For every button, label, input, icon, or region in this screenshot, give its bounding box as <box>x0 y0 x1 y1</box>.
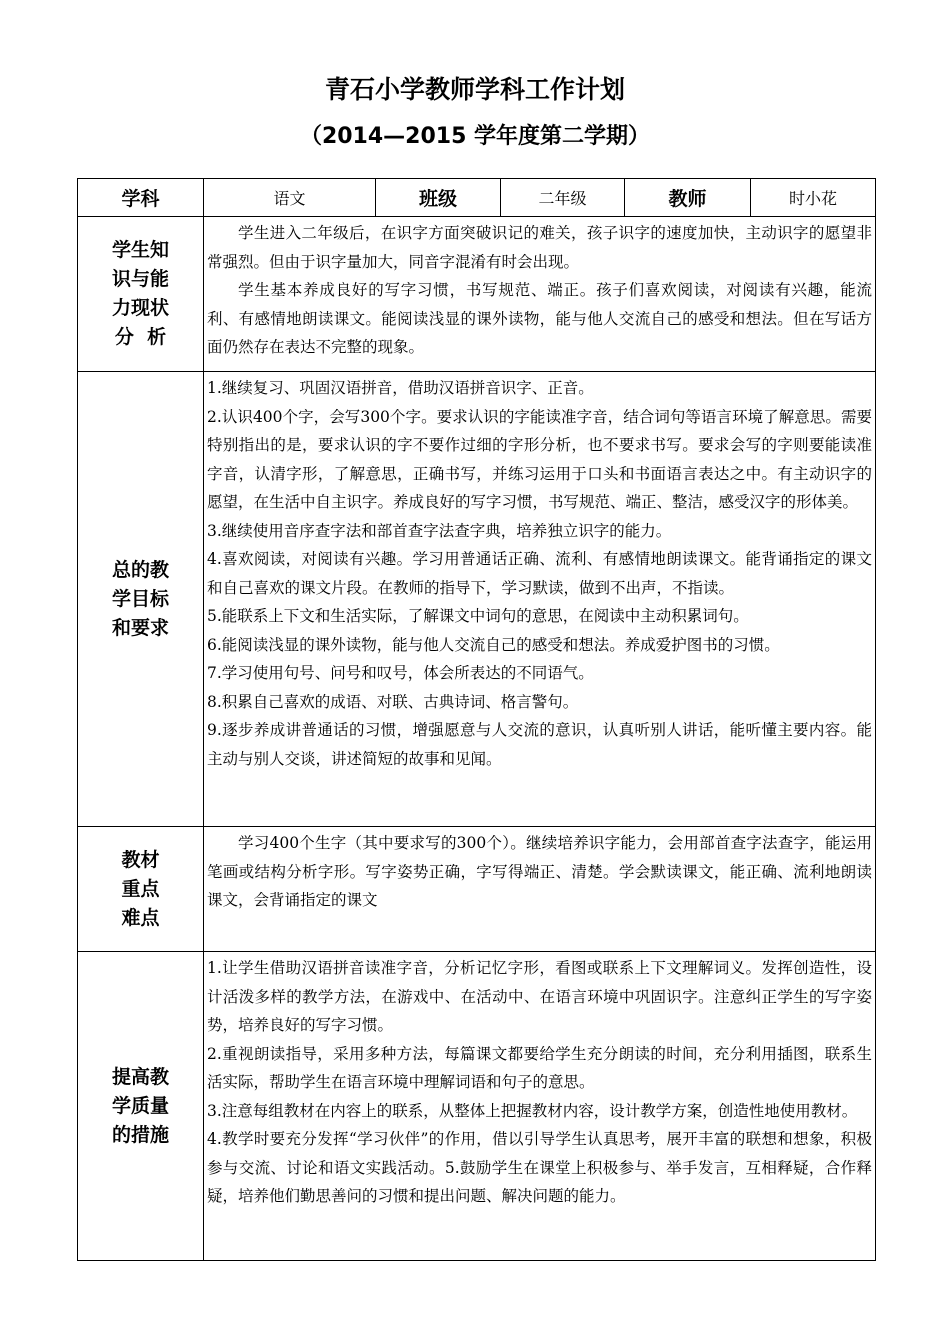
goals-content <box>204 372 876 827</box>
goals-label <box>78 372 204 827</box>
subject-value: 语文 <box>204 179 376 217</box>
info-row <box>78 179 876 217</box>
goal-item: 1.继续复习、巩固汉语拼音，借助汉语拼音识字、正音。 <box>207 379 594 397</box>
goal-item: 2.认识400个字，会写300个字。要求认识的字能读准字音，结合词句等语言环境了解意思。需要特别指出的是，要求认识的字不要作过细的字形分析，也不要求书写。要求会写的字则要能读准字音，认清字形，了解意思，正确书写，并练习运用于口头和书面语言表达之中。有主动识字的愿望，在生活中自主识字。养成良好的写字习惯，书写规范、端正、整洁，感受汉字的形体美。 <box>207 407 872 511</box>
analysis-label <box>78 217 204 372</box>
goals-row <box>78 372 876 827</box>
key-points-label <box>78 827 204 952</box>
key-points-paragraph: 学习400个生字（其中要求写的300个）。继续培养识字能力，会用部首查字法查字，能运用笔画或结构分析字形。写字姿势正确，字写得端正、清楚。学会默读课文，能正确、流利地朗读课文，会背诵指定的课文 <box>207 834 872 909</box>
goal-item: 6.能阅读浅显的课外读物，能与他人交流自己的感受和想法。养成爱护图书的习惯。 <box>207 635 780 654</box>
label-line: 难点 <box>121 906 160 929</box>
plan-table <box>77 178 876 1261</box>
label-line: 提高教 <box>111 1065 169 1088</box>
teacher-label: 教师 <box>625 179 751 217</box>
measure-item: 4.教学时要充分发挥“学习伙伴”的作用，借以引导学生认真思考，展开丰富的联想和想象，积极参与交流、讨论和语文实践活动。5.鼓励学生在课堂上积极参与、举手发言，互相释疑，合作释疑，培养他们勤思善问的习惯和提出问题、解决问题的能力。 <box>207 1130 872 1205</box>
measures-label <box>78 952 204 1261</box>
goal-item: 4.喜欢阅读，对阅读有兴趣。学习用普通话正确、流利、有感情地朗读课文。能背诵指定的课文和自己喜欢的课文片段。在教师的指导下，学习默读，做到不出声，不指读。 <box>207 550 872 597</box>
label-line: 和要求 <box>111 616 169 639</box>
label-line: 的措施 <box>111 1123 169 1146</box>
document-title: 青石小学教师学科工作计划 <box>324 75 625 104</box>
measure-item: 3.注意每组教材在内容上的联系，从整体上把握教材内容，设计教学方案，创造性地使用教材。 <box>207 1101 858 1120</box>
measure-item: 2.重视朗读指导，采用多种方法，每篇课文都要给学生充分朗读的时间，充分利用插图，联系生活实际，帮助学生在语言环境中理解词语和句子的意思。 <box>207 1044 872 1091</box>
document-subtitle: （2014—2015 学年度第二学期） <box>299 124 651 149</box>
analysis-paragraph: 学生基本养成良好的写字习惯，书写规范、端正。孩子们喜欢阅读，对阅读有兴趣，能流利、有感情地朗读课文。能阅读浅显的课外读物，能与他人交流自己的感受和想法。但在写话方面仍然存在表达不完整的现象。 <box>207 281 872 356</box>
goal-item: 7.学习使用句号、问号和叹号，体会所表达的不同语气。 <box>207 664 594 682</box>
measures-row <box>78 952 876 1261</box>
goal-item: 3.继续使用音序查字法和部首查字法查字典，培养独立识字的能力。 <box>207 521 672 540</box>
key-points-content <box>204 827 876 952</box>
subject-label: 学科 <box>78 179 204 217</box>
analysis-row <box>78 217 876 372</box>
label-line: 学目标 <box>111 587 169 610</box>
label-line: 识与能 <box>111 268 169 290</box>
analysis-content <box>204 217 876 372</box>
analysis-paragraph: 学生进入二年级后，在识字方面突破识记的难关，孩子识字的速度加快，主动识字的愿望非常强烈。但由于识字量加大，同音字混淆有时会出现。 <box>207 224 872 271</box>
measure-item: 1.让学生借助汉语拼音读准字音，分析记忆字形，看图或联系上下文理解词义。发挥创造性，设计活泼多样的教学方法，在游戏中、在活动中、在语言环境中巩固识字。注意纠正学生的写字姿势，培养良好的写字习惯。 <box>207 959 872 1034</box>
teacher-value: 时小花 <box>751 179 876 217</box>
label-line: 重点 <box>121 877 160 900</box>
goal-item: 8.积累自己喜欢的成语、对联、古典诗词、格言警句。 <box>207 692 579 711</box>
label-line: 学质量 <box>111 1094 169 1117</box>
label-line: 教材 <box>121 848 160 871</box>
label-line: 分 析 <box>114 326 167 348</box>
class-value: 二年级 <box>501 179 625 217</box>
goal-item: 9.逐步养成讲普通话的习惯，增强愿意与人交流的意识，认真听别人讲话，能听懂主要内容。能主动与别人交谈，讲述简短的故事和见闻。 <box>207 721 872 768</box>
label-line: 学生知 <box>111 239 169 261</box>
key-points-row <box>78 827 876 952</box>
measures-content <box>204 952 876 1261</box>
class-label: 班级 <box>376 179 501 217</box>
label-line: 总的教 <box>111 558 169 581</box>
label-line: 力现状 <box>111 297 169 319</box>
goal-item: 5.能联系上下文和生活实际，了解课文中词句的意思，在阅读中主动积累词句。 <box>207 607 749 625</box>
